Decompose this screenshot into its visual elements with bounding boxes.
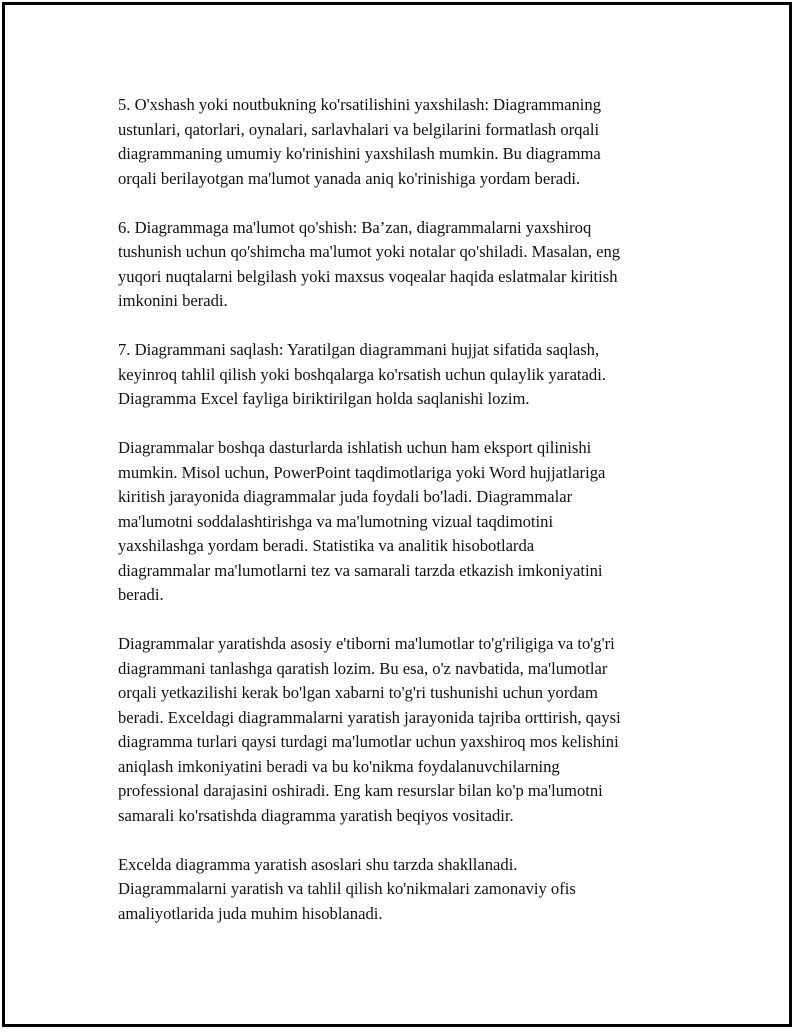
paragraph-export: Diagrammalar boshqa dasturlarda ishlatish uchun ham eksport qilinishi mumkin. Misol uchun, PowerPoint taqdimotlariga yoki Word hujjatlariga kiritish jarayonida diagrammalar juda foydali bo'ladi. Diagrammalar ma'lumotni soddalashtirishga va ma'lumotning vizual taqdimotini yaxshilashga yordam beradi. Statistika va analitik hisobotlarda diagrammalar ma'lumotlarni tez va samarali tarzda etkazish imkoniyatini beradi. <box>118 438 606 604</box>
paragraph-accuracy: Diagrammalar yaratishda asosiy e'tiborni ma'lumotlar to'g'riligiga va to'g'ri diagrammani tanlashga qaratish lozim. Bu esa, o'z navbatida, ma'lumotlar orqali yetkazilishi kerak bo'lgan xabarni to'g'ri tushunishi uchun yordam beradi. Exceldagi diagrammalarni yaratish jarayonida tajriba orttirish, qaysi diagramma turlari qaysi turdagi ma'lumotlar uchun yaxshiroq mos kelishini aniqlash imkoniyatini beradi va bu ko'nikma foydalanuvchilarning professional darajasini oshiradi. Eng kam resurslar bilan ko'p ma'lumotni samarali ko'rsatishda diagramma yaratish beqiyos vositadir. <box>118 634 621 825</box>
paragraph-add-information: 6. Diagrammaga ma'lumot qo'shish: Ba’zan, diagrammalarni yaxshiroq tushunish uchun qo'shimcha ma'lumot yoki notalar qo'shiladi. Masalan, eng yuqori nuqtalarni belgilash yoki maxsus voqealar haqida eslatmalar kiritish imkonini beradi. <box>118 217 621 310</box>
paragraph-improve-appearance: 5. O'xshash yoki noutbukning ko'rsatilishini yaxshilash: Diagrammaning ustunlari, qatorlari, oynalari, sarlavhalari va belgilarini formatlash orqali diagrammaning umumiy ko'rinishini yaxshilash mumkin. Bu diagramma orqali berilayotgan ma'lumot yanada aniq ko'rinishiga yordam beradi. <box>118 95 602 188</box>
paragraph-conclusion: Excelda diagramma yaratish asoslari shu tarzda shakllanadi. Diagrammalarni yaratish va tahlil qilish ko'nikmalari zamonaviy ofis amaliyotlarida juda muhim hisoblanadi. <box>118 854 576 923</box>
document-body <box>118 93 708 951</box>
paragraph-save-diagram: 7. Diagrammani saqlash: Yaratilgan diagrammani hujjat sifatida saqlash, keyinroq tahlil qilish yoki boshqalarga ko'rsatish uchun qulaylik yaratadi. Diagramma Excel fayliga biriktirilgan holda saqlanishi lozim. <box>118 340 606 408</box>
